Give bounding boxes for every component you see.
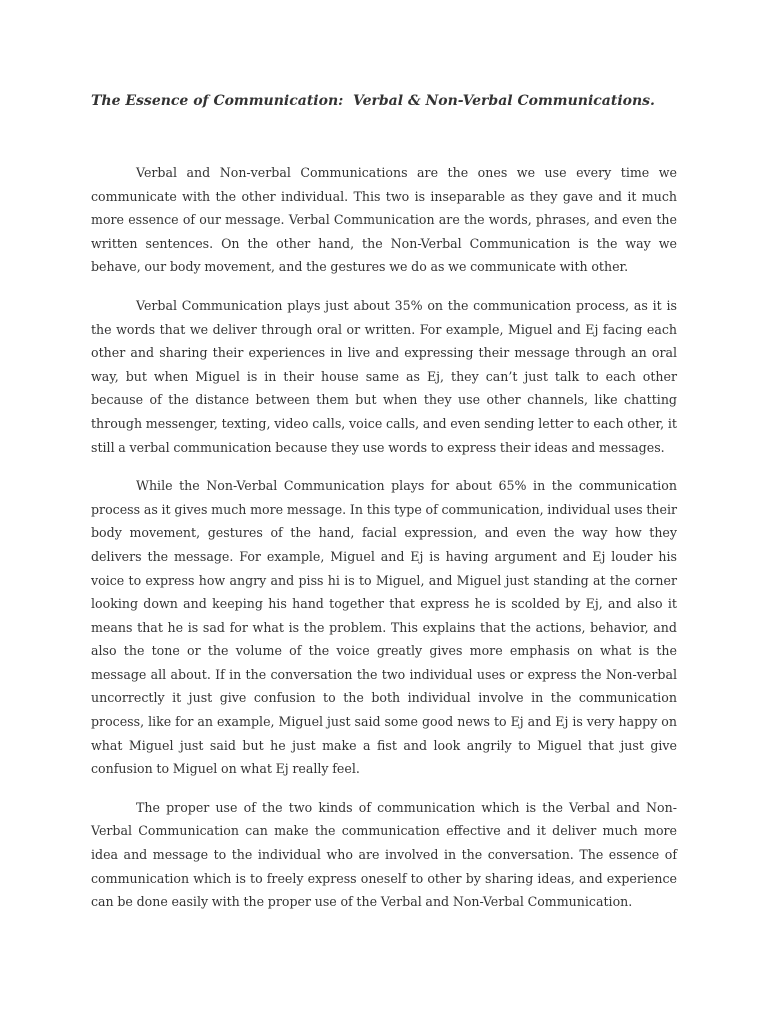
- paragraph-2: Verbal Communication plays just about 35% on the communication process, as it is the words that we deliver through oral or written. For example, Miguel and Ej facing each other and sharing their experiences in live and expressing their message through an oral way, but when Miguel is in their house same as Ej, they can’t just talk to each other because of the distance between them but when they use other channels, like chatting through messenger, texting, video calls, voice calls, and even sending letter to each other, it still a verbal communication because they use words to express their ideas and messages.: [91, 297, 677, 455]
- paragraph-4: The proper use of the two kinds of communication which is the Verbal and Non-Verbal Communication can make the communication effective and it deliver much more idea and message to the individual who are involved in the conversation. The essence of communication which is to freely express oneself to other by sharing ideas, and experience can be done easily with the proper use of the Verbal and Non-Verbal Communication.: [91, 799, 677, 910]
- document-body: [91, 161, 677, 929]
- paragraph-3: While the Non-Verbal Communication plays for about 65% in the communication process as it gives much more message. In this type of communication, individual uses their body movement, gestures of the hand, facial expression, and even the way how they delivers the message. For example, Miguel and Ej is having argument and Ej louder his voice to express how angry and piss hi is to Miguel, and Miguel just standing at the corner looking down and keeping his hand together that express he is scolded by Ej, and also it means that he is sad for what is the problem. This explains that the actions, behavior, and also the tone or the volume of the voice greatly gives more emphasis on what is the message all about. If in the conversation the two individual uses or express the Non-verbal uncorrectly it just give confusion to the both individual involve in the communication process, like for an example, Miguel just said some good news to Ej and Ej is very happy on what Miguel just said but he just make a fist and look angrily to Miguel that just give confusion to Miguel on what Ej really feel.: [91, 478, 677, 777]
- paragraph-1: Verbal and Non-verbal Communications are the ones we use every time we communicate with the other individual. This two is inseparable as they gave and it much more essence of our message. Verbal Communication are the words, phrases, and even the written sentences. On the other hand, the Non-Verbal Communication is the way we behave, our body movement, and the gestures we do as we communicate with other.: [91, 165, 677, 275]
- document-title: The Essence of Communication: Verbal & Non-Verbal Communications.: [91, 93, 655, 109]
